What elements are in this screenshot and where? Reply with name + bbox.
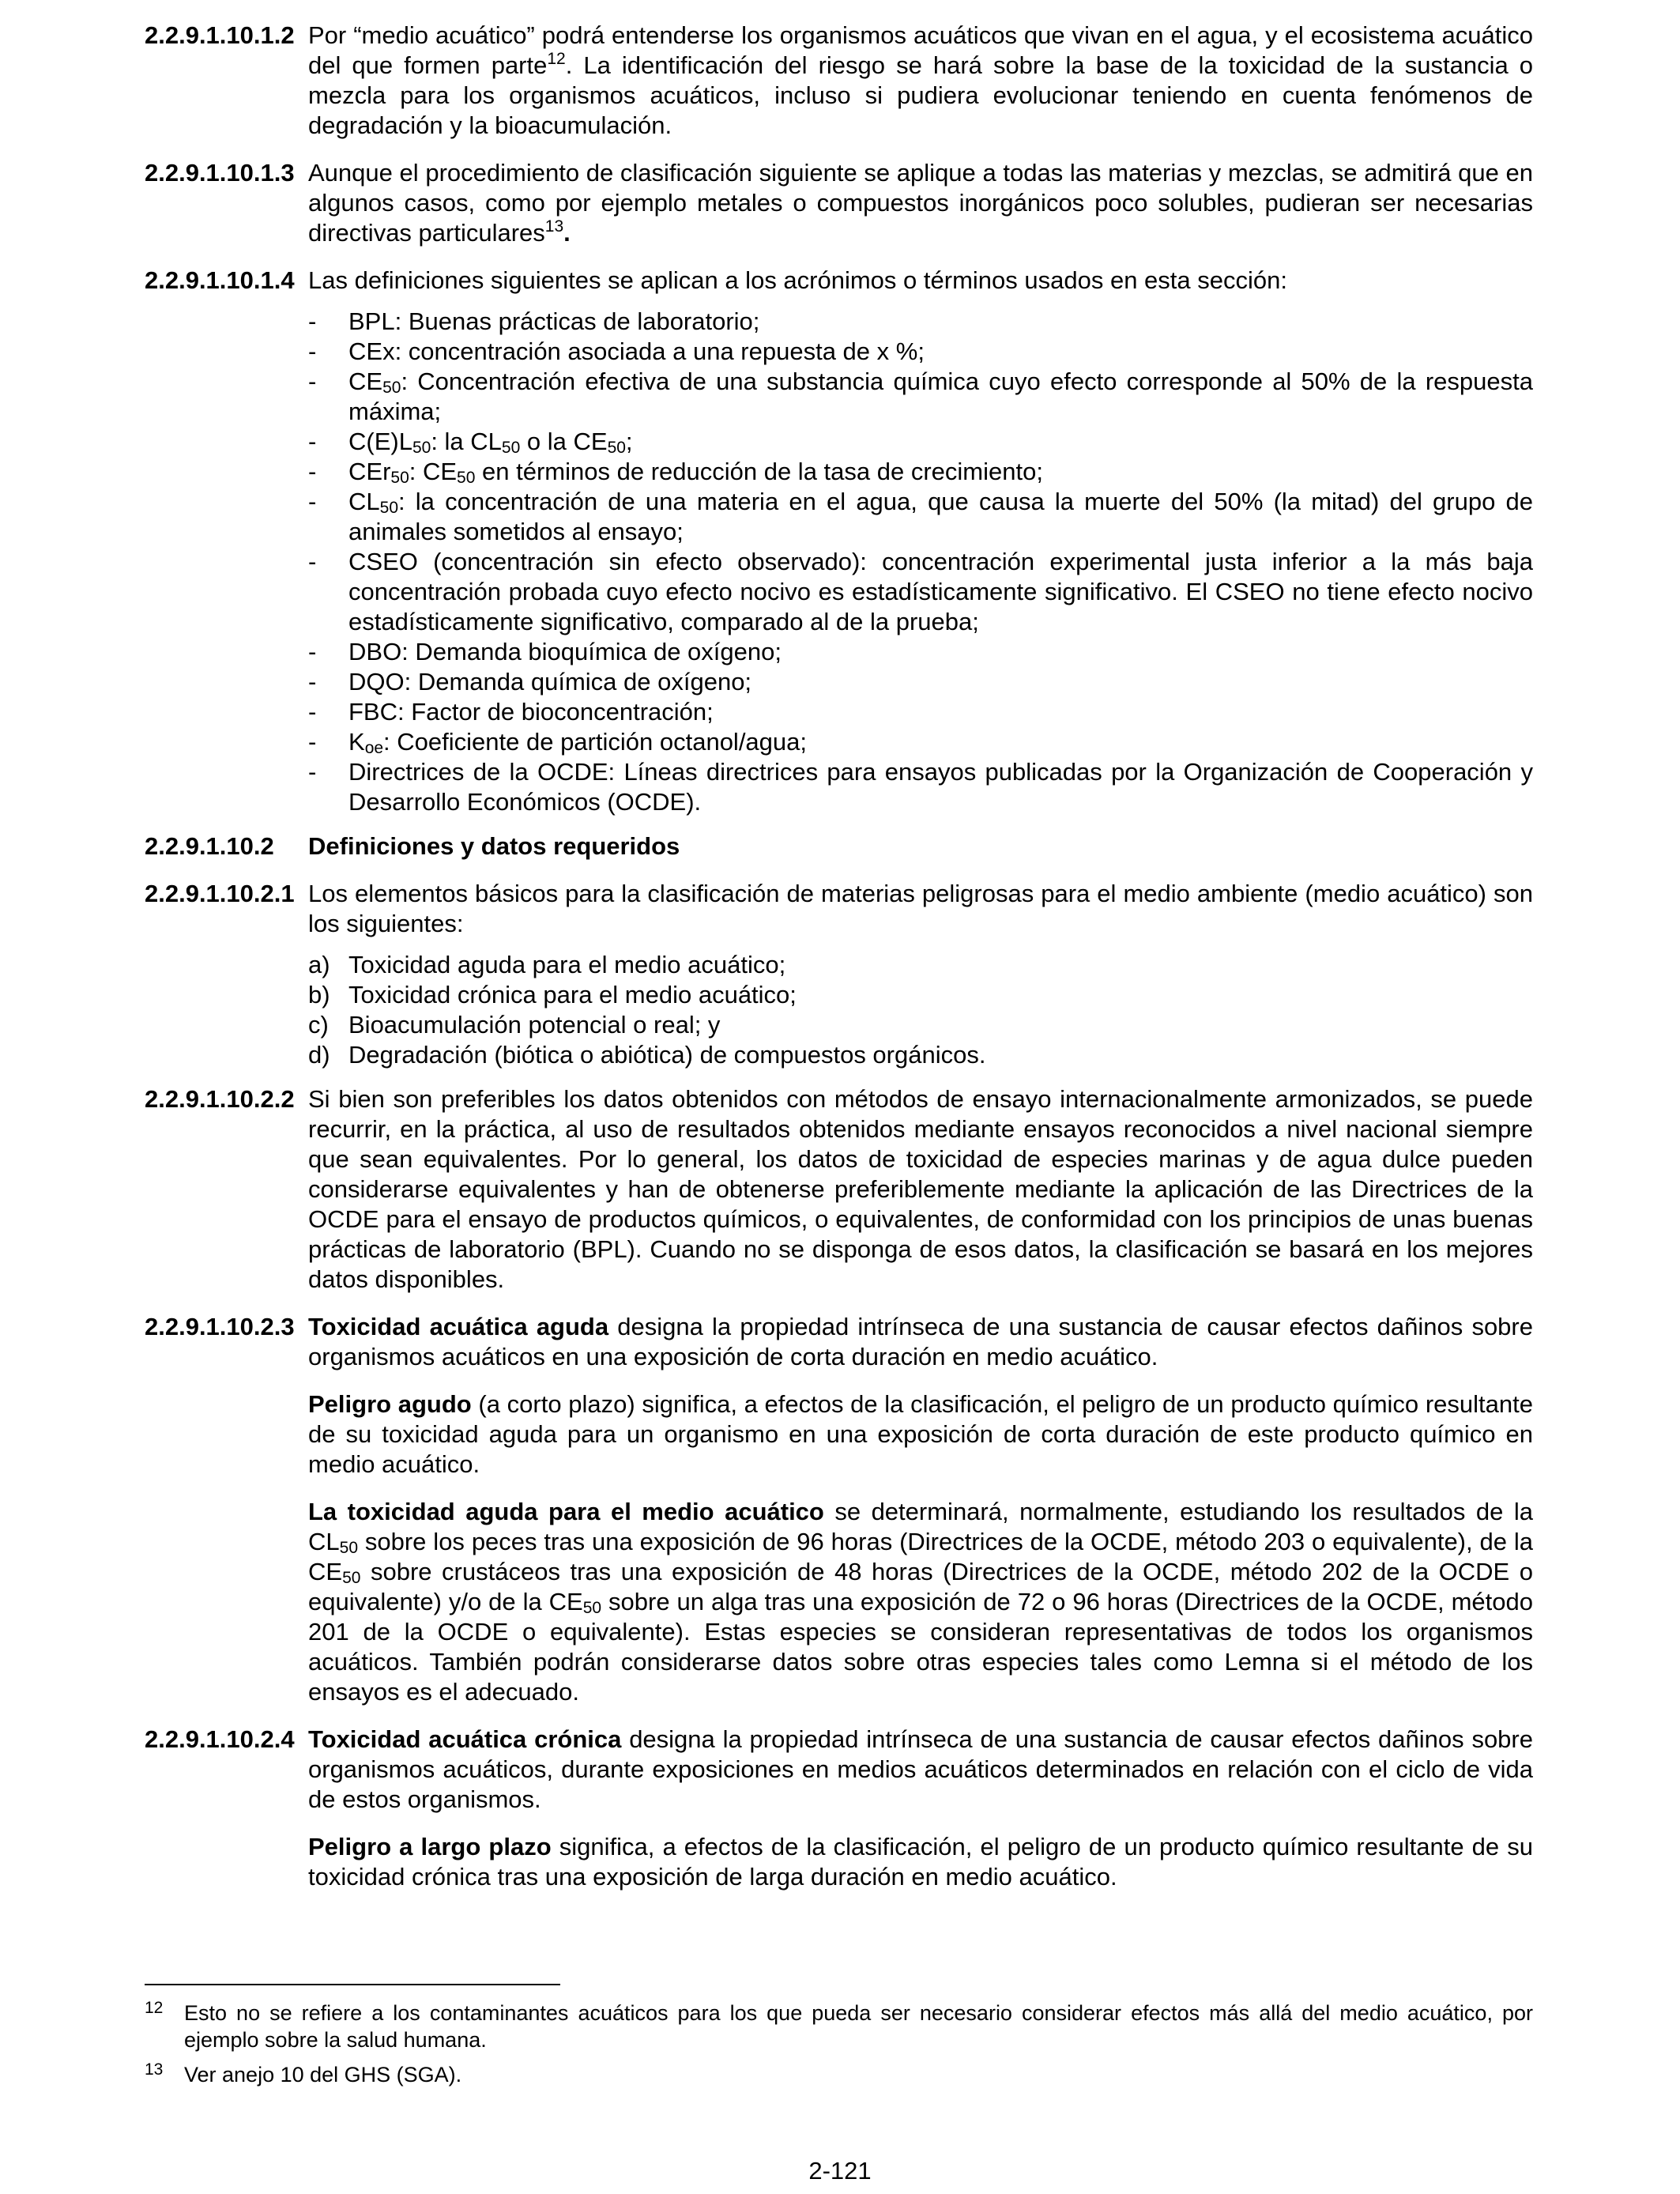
term: La toxicidad aguda para el medio acuático	[308, 1498, 824, 1525]
paragraph-2-2-9-1-10-1-4	[145, 266, 1533, 296]
section-number: 2.2.9.1.10.1.2	[145, 21, 295, 49]
term: Peligro agudo	[308, 1390, 472, 1418]
paragraph-text: Si bien son preferibles los datos obtenidos con métodos de ensayo internacionalmente armonizados, se puede recurrir, en la práctica, al uso de resultados obtenidos mediante ensayos reconocidos a nivel nacional siempre que sean equivalentes. Por lo general, los datos de toxicidad de especies marinas y de agua dulce pueden considerarse equivalentes y han de obtenerse preferiblemente mediante la aplicación de las Directrices de la OCDE para el ensayo de productos químicos, o equivalentes, de conformidad con los principios de unas buenas prácticas de laboratorio (BPL). Cuando no se disponga de esos datos, la clasificación se basará en los mejores datos disponibles.	[308, 1085, 1533, 1293]
section-number: 2.2.9.1.10.1.3	[145, 159, 295, 187]
term: Toxicidad acuática aguda	[308, 1313, 609, 1340]
paragraph-2-2-9-1-10-2-1	[145, 879, 1533, 939]
list-item: - CEr$_{50}$: $CE_{50}$ en términos de reducción de la tasa de crecimiento;	[308, 458, 1043, 487]
paragraph-2-2-9-1-10-2-4	[145, 1725, 1533, 1815]
section-number: 2.2.9.1.10.2.4	[145, 1725, 295, 1753]
paragraph-text: designa la propiedad intrínseca de una sustancia de causar efectos dañinos sobre organismos acuáticos en una exposición de corta duración en medio acuático.	[308, 1313, 1533, 1370]
list-item: a) Toxicidad aguda para el medio acuático;	[308, 951, 786, 978]
list-item: - $CL_{50}$: la concentración de una materia en el agua, que causa la muerte del 50% (la mitad) del grupo de animales sometidos al ensayo;	[308, 488, 1533, 545]
list-item: b) Toxicidad crónica para el medio acuático;	[308, 981, 797, 1008]
list-item: - Directrices de la OCDE: Líneas directrices para ensayos publicadas por la Organización de Cooperación y Desarrollo Económicos (OCDE).	[308, 758, 1533, 816]
footnote-ref-13[interactable]: 13	[544, 217, 564, 236]
list-item: - CSEO (concentración sin efecto observado): concentración experimental justa inferior a la más baja concentración probada cuyo efecto nocivo es estadísticamente significativo. El CSEO no tiene efecto nocivo estadísticamente significativo, comparado al de la prueba;	[308, 548, 1533, 635]
list-item: - DQO: Demanda química de oxígeno;	[308, 668, 752, 696]
paragraph-text: . La identificación del riesgo se hará sobre la base de la toxicidad de la sustancia o mezcla para los organismos acuáticos, incluso si pudiera evolucionar teniendo en cuenta fenómenos de degradación y la bioacumulación.	[308, 51, 1534, 139]
definitions-list	[308, 307, 1533, 817]
paragraph-2-2-9-1-10-1-2	[145, 21, 1533, 141]
paragraph-2-2-9-1-10-2-3	[145, 1312, 1533, 1372]
paragraph-2-2-9-1-10-1-3	[145, 158, 1533, 248]
section-number: 2.2.9.1.10.2.1	[145, 880, 295, 907]
section-title: Definiciones y datos requeridos	[308, 832, 680, 860]
paragraph-2-2-9-1-10-2-2	[145, 1084, 1533, 1295]
list-item: - FBC: Factor de bioconcentración;	[308, 698, 714, 726]
document-body	[145, 21, 1533, 1909]
paragraph-text: Aunque el procedimiento de clasificación siguiente se aplique a todas las materias y mezclas, se admitirá que en algunos casos, como por ejemplo metales o compuestos inorgánicos poco solubles, pudieran ser necesarias directivas particulares	[308, 159, 1533, 247]
section-number: 2.2.9.1.10.1.4	[145, 266, 295, 294]
footnote-ref-12[interactable]: 12	[547, 50, 566, 68]
footnote-text: Esto no se refiere a los contaminantes acuáticos para los que pueda ser necesario considerar efectos más allá del medio acuático, por ejemplo sobre la salud humana.	[184, 2001, 1533, 2052]
section-number: 2.2.9.1.10.2.2	[145, 1085, 295, 1113]
paragraph-text: Por “medio acuático” podrá entenderse los organismos acuáticos que vivan en el agua, y el ecosistema acuático del que formen parte	[308, 21, 1533, 79]
footnote-separator	[145, 1984, 560, 1985]
footnotes	[145, 2000, 1533, 2096]
footnote-number: 13	[145, 2060, 164, 2079]
list-item: d) Degradación (biótica o abiótica) de compuestos orgánicos.	[308, 1041, 986, 1069]
list-item: - $K_{oe}$: Coeficiente de partición octanol/agua;	[308, 728, 808, 757]
footnote-12	[145, 2000, 1533, 2053]
section-heading-2-2-9-1-10-2	[145, 831, 1533, 861]
paragraph-text: Las definiciones siguientes se aplican a los acrónimos o términos usados en esta sección:	[308, 266, 1287, 294]
term: Toxicidad acuática crónica	[308, 1725, 622, 1753]
paragraph-text: .	[563, 219, 571, 247]
section-number: 2.2.9.1.10.2.3	[145, 1313, 295, 1340]
paragraph-text: (a corto plazo) significa, a efectos de la clasificación, el peligro de un producto químico resultante de su toxicidad aguda para un organismo en una exposición de corta duración de este producto químico en medio acuático.	[308, 1390, 1533, 1478]
paragraph-peligro-agudo	[145, 1389, 1533, 1480]
basic-elements-list	[308, 950, 1533, 1070]
section-number: 2.2.9.1.10.2	[145, 832, 274, 860]
footnote-text: Ver anejo 10 del GHS (SGA).	[184, 2063, 462, 2087]
paragraph-text: significa, a efectos de la clasificación, el peligro de un producto químico resultante de su toxicidad crónica tras una exposición de larga duración en medio acuático.	[308, 1833, 1533, 1891]
footnote-13	[145, 2061, 1533, 2088]
paragraph-text: Los elementos básicos para la clasificación de materias peligrosas para el medio ambiente (medio acuático) son los siguientes:	[308, 880, 1533, 937]
list-item: c) Bioacumulación potencial o real; y	[308, 1011, 721, 1039]
paragraph-toxicidad-aguda: La toxicidad aguda para el medio acuático se determinará, normalmente, estudiando los resultados de la $CL_{50}$ sobre los peces tras una exposición de 96 horas (Directrices de la OCDE, método 203 o equivalente), de la $CE_{50}$ sobre crustáceos tras una exposición de 48 horas (Directrices de la OCDE, método 202 de la OCDE o equivalente) y/o de la $CE_{50}$ sobre un alga tras una exposición de 72 o 96 horas (Directrices de la OCDE, método 201 de la OCDE o equivalente). Estas especies se consideran representativas de todos los organismos acuáticos. También podrán considerarse datos sobre otras especies tales como Lemna si el método de los ensayos es el adecuado.	[308, 1498, 1533, 1706]
footnote-number: 12	[145, 1999, 164, 2017]
list-item: - $C(E)L_{50}$: la $CL_{50}$ o la $CE_{50}$;	[308, 428, 633, 457]
paragraph-text: designa la propiedad intrínseca de una sustancia de causar efectos dañinos sobre organismos acuáticos, durante exposiciones en medios acuáticos determinados en relación con el ciclo de vida de estos organismos.	[308, 1725, 1533, 1813]
page-number: 2-121	[808, 2157, 872, 2185]
list-item: - CEx: concentración asociada a una repuesta de x %;	[308, 337, 925, 365]
list-item: - DBO: Demanda bioquímica de oxígeno;	[308, 638, 782, 665]
list-item: - $CE_{50}$: Concentración efectiva de una substancia química cuyo efecto corresponde al 50% de la respuesta máxima;	[308, 368, 1533, 425]
term: Peligro a largo plazo	[308, 1833, 552, 1860]
list-item: - BPL: Buenas prácticas de laboratorio;	[308, 307, 760, 335]
paragraph-peligro-largo-plazo	[145, 1832, 1533, 1892]
